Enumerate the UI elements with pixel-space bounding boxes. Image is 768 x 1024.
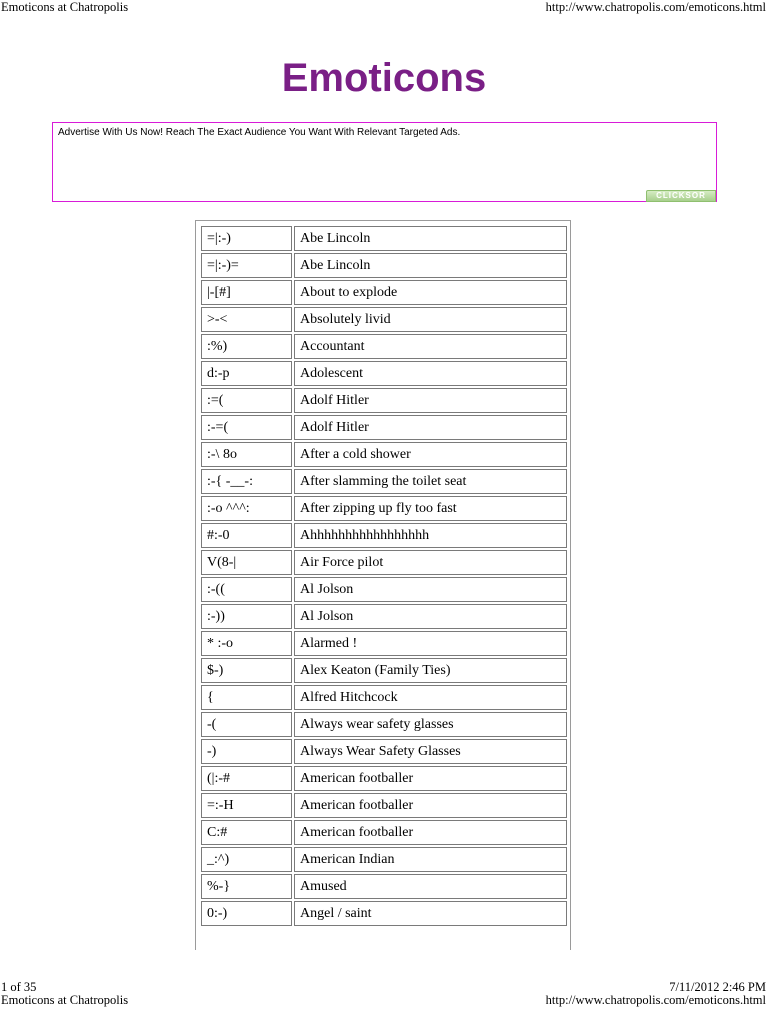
- footer-doc-title: Emoticons at Chatropolis: [1, 993, 129, 1007]
- emoticon-cell: _:^): [201, 847, 292, 872]
- meaning-cell: After a cold shower: [294, 442, 567, 467]
- emoticon-cell: =|:-): [201, 226, 292, 251]
- emoticon-cell: * :-o: [201, 631, 292, 656]
- footer-url: http://www.chatropolis.com/emoticons.html: [545, 993, 766, 1007]
- meaning-cell: Amused: [294, 874, 567, 899]
- table-row: [201, 820, 567, 845]
- meaning-cell: Accountant: [294, 334, 567, 359]
- meaning-cell: American footballer: [294, 820, 567, 845]
- print-header: [0, 0, 768, 16]
- footer-timestamp: 7/11/2012 2:46 PM: [669, 980, 766, 994]
- meaning-cell: Adolf Hitler: [294, 388, 567, 413]
- meaning-cell: About to explode: [294, 280, 567, 305]
- emoticon-cell: =|:-)=: [201, 253, 292, 278]
- meaning-cell: Adolescent: [294, 361, 567, 386]
- emoticon-cell: #:-0: [201, 523, 292, 548]
- meaning-cell: Abe Lincoln: [294, 226, 567, 251]
- emoticon-table: [199, 224, 569, 928]
- table-row: [201, 874, 567, 899]
- meaning-cell: Ahhhhhhhhhhhhhhhhh: [294, 523, 567, 548]
- emoticon-cell: >-<: [201, 307, 292, 332]
- meaning-cell: After zipping up fly too fast: [294, 496, 567, 521]
- meaning-cell: Alex Keaton (Family Ties): [294, 658, 567, 683]
- table-row: [201, 658, 567, 683]
- emoticon-cell: :-o ^^^:: [201, 496, 292, 521]
- meaning-cell: Alfred Hitchcock: [294, 685, 567, 710]
- meaning-cell: Absolutely livid: [294, 307, 567, 332]
- emoticon-cell: :-{ -__-:: [201, 469, 292, 494]
- meaning-cell: Adolf Hitler: [294, 415, 567, 440]
- table-row: [201, 334, 567, 359]
- emoticon-cell: (|:-#: [201, 766, 292, 791]
- table-row: [201, 226, 567, 251]
- table-row: [201, 550, 567, 575]
- table-row: [201, 415, 567, 440]
- emoticon-cell: d:-p: [201, 361, 292, 386]
- table-row: [201, 847, 567, 872]
- table-row: [201, 361, 567, 386]
- emoticon-cell: %-}: [201, 874, 292, 899]
- meaning-cell: Al Jolson: [294, 577, 567, 602]
- footer-page-number: 1 of 35: [1, 980, 37, 994]
- emoticon-cell: -(: [201, 712, 292, 737]
- emoticon-cell: :-\ 8o: [201, 442, 292, 467]
- ad-banner[interactable]: [52, 122, 717, 202]
- emoticon-cell: -): [201, 739, 292, 764]
- page-title: Emoticons: [281, 56, 487, 100]
- emoticon-cell: :%): [201, 334, 292, 359]
- emoticon-table-frame: [195, 220, 571, 950]
- table-row: [201, 685, 567, 710]
- emoticon-cell: :-)): [201, 604, 292, 629]
- header-doc-title: Emoticons at Chatropolis: [1, 0, 129, 14]
- ad-text[interactable]: Advertise With Us Now! Reach The Exact Audience You Want With Relevant Targeted Ads.: [58, 127, 461, 138]
- table-row: [201, 280, 567, 305]
- meaning-cell: Al Jolson: [294, 604, 567, 629]
- table-row: [201, 739, 567, 764]
- emoticon-cell: :-((: [201, 577, 292, 602]
- table-row: [201, 307, 567, 332]
- table-row: [201, 523, 567, 548]
- table-row: [201, 712, 567, 737]
- meaning-cell: Alarmed !: [294, 631, 567, 656]
- table-row: [201, 253, 567, 278]
- header-url: http://www.chatropolis.com/emoticons.html: [545, 0, 766, 14]
- meaning-cell: After slamming the toilet seat: [294, 469, 567, 494]
- table-row: [201, 496, 567, 521]
- table-row: [201, 793, 567, 818]
- emoticon-cell: =:-H: [201, 793, 292, 818]
- emoticon-cell: :=(: [201, 388, 292, 413]
- table-row: [201, 631, 567, 656]
- meaning-cell: Angel / saint: [294, 901, 567, 926]
- meaning-cell: Abe Lincoln: [294, 253, 567, 278]
- table-row: [201, 577, 567, 602]
- emoticon-cell: $-): [201, 658, 292, 683]
- meaning-cell: Air Force pilot: [294, 550, 567, 575]
- ad-brand-badge[interactable]: CLICKSOR: [646, 190, 716, 202]
- table-row: [201, 901, 567, 926]
- emoticon-cell: :-=(: [201, 415, 292, 440]
- table-row: [201, 442, 567, 467]
- meaning-cell: Always Wear Safety Glasses: [294, 739, 567, 764]
- table-row: [201, 604, 567, 629]
- table-row: [201, 469, 567, 494]
- meaning-cell: Always wear safety glasses: [294, 712, 567, 737]
- meaning-cell: American footballer: [294, 766, 567, 791]
- emoticon-cell: C:#: [201, 820, 292, 845]
- meaning-cell: American footballer: [294, 793, 567, 818]
- emoticon-cell: 0:-): [201, 901, 292, 926]
- emoticon-cell: V(8-|: [201, 550, 292, 575]
- emoticon-cell: |-[#]: [201, 280, 292, 305]
- emoticon-cell: {: [201, 685, 292, 710]
- table-row: [201, 388, 567, 413]
- table-row: [201, 766, 567, 791]
- meaning-cell: American Indian: [294, 847, 567, 872]
